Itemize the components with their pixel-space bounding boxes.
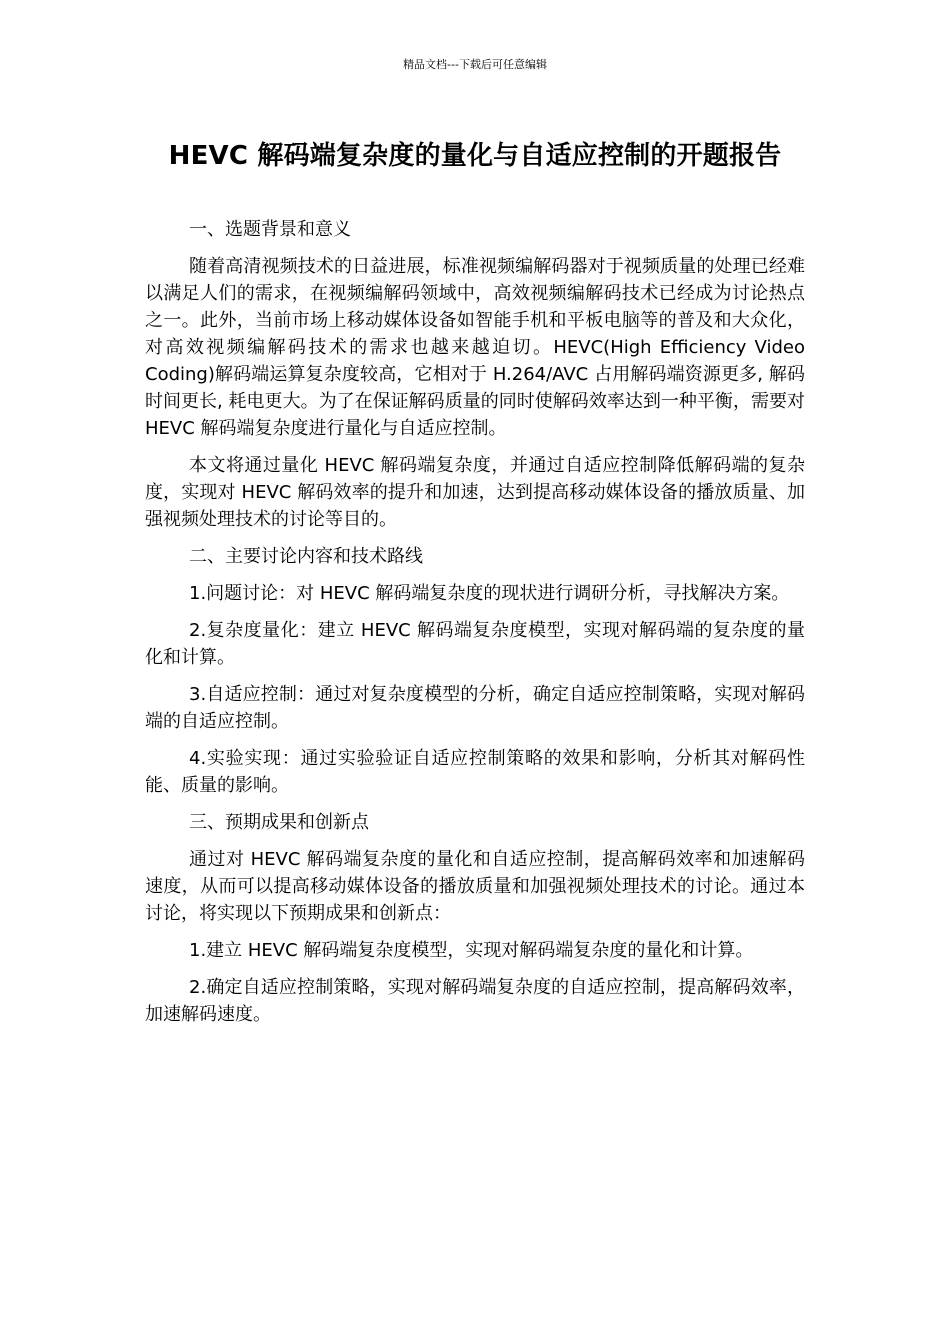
document-title: HEVC 解码端复杂度的量化与自适应控制的开题报告	[168, 141, 782, 171]
list-item-paragraph: 2.确定自适应控制策略，实现对解码端复杂度的自适应控制，提高解码效率，加速解码速度。	[145, 977, 805, 1025]
body-paragraph: 本文将通过量化 HEVC 解码端复杂度，并通过自适应控制降低解码端的复杂度，实现对 HEVC 解码效率的提升和加速，达到提高移动媒体设备的播放质量、加强视频处理技术的讨论等目的。	[145, 455, 805, 530]
body-paragraph: 随着高清视频技术的日益进展，标准视频编解码器对于视频质量的处理已经难以满足人们的需求，在视频编解码领域中，高效视频编解码技术已经成为讨论热点之一。此外，当前市场上移动媒体设备如智能手机和平板电脑等的普及和大众化，对高效视频编解码技术的需求也越来越迫切。HEVC(High Efficiency Video Coding)解码端运算复杂度较高，它相对于 H.264/AVC 占用解码端资源更多, 解码时间更长, 耗电更大。为了在保证解码质量的同时使解码效率达到一种平衡，需要对 HEVC 解码端复杂度进行量化与自适应控制。	[145, 256, 805, 439]
header-note: 精品文档---下载后可任意编辑	[403, 58, 547, 71]
list-item-paragraph: 4.实验实现：通过实验验证自适应控制策略的效果和影响，分析其对解码性能、质量的影响。	[145, 748, 805, 796]
section-heading: 二、主要讨论内容和技术路线	[189, 546, 423, 567]
list-item-paragraph: 2.复杂度量化：建立 HEVC 解码端复杂度模型，实现对解码端的复杂度的量化和计算。	[145, 620, 805, 668]
list-item-paragraph: 1.问题讨论：对 HEVC 解码端复杂度的现状进行调研分析，寻找解决方案。	[189, 583, 790, 604]
body-paragraph: 通过对 HEVC 解码端复杂度的量化和自适应控制，提高解码效率和加速解码速度，从而可以提高移动媒体设备的播放质量和加强视频处理技术的讨论。通过本讨论，将实现以下预期成果和创新点：	[145, 849, 805, 924]
list-item-paragraph: 3.自适应控制：通过对复杂度模型的分析，确定自适应控制策略，实现对解码端的自适应控制。	[145, 684, 805, 732]
section-heading: 一、选题背景和意义	[189, 219, 351, 240]
list-item-paragraph: 1.建立 HEVC 解码端复杂度模型，实现对解码端复杂度的量化和计算。	[189, 940, 754, 961]
section-heading: 三、预期成果和创新点	[189, 812, 369, 833]
document-body	[145, 216, 805, 1038]
